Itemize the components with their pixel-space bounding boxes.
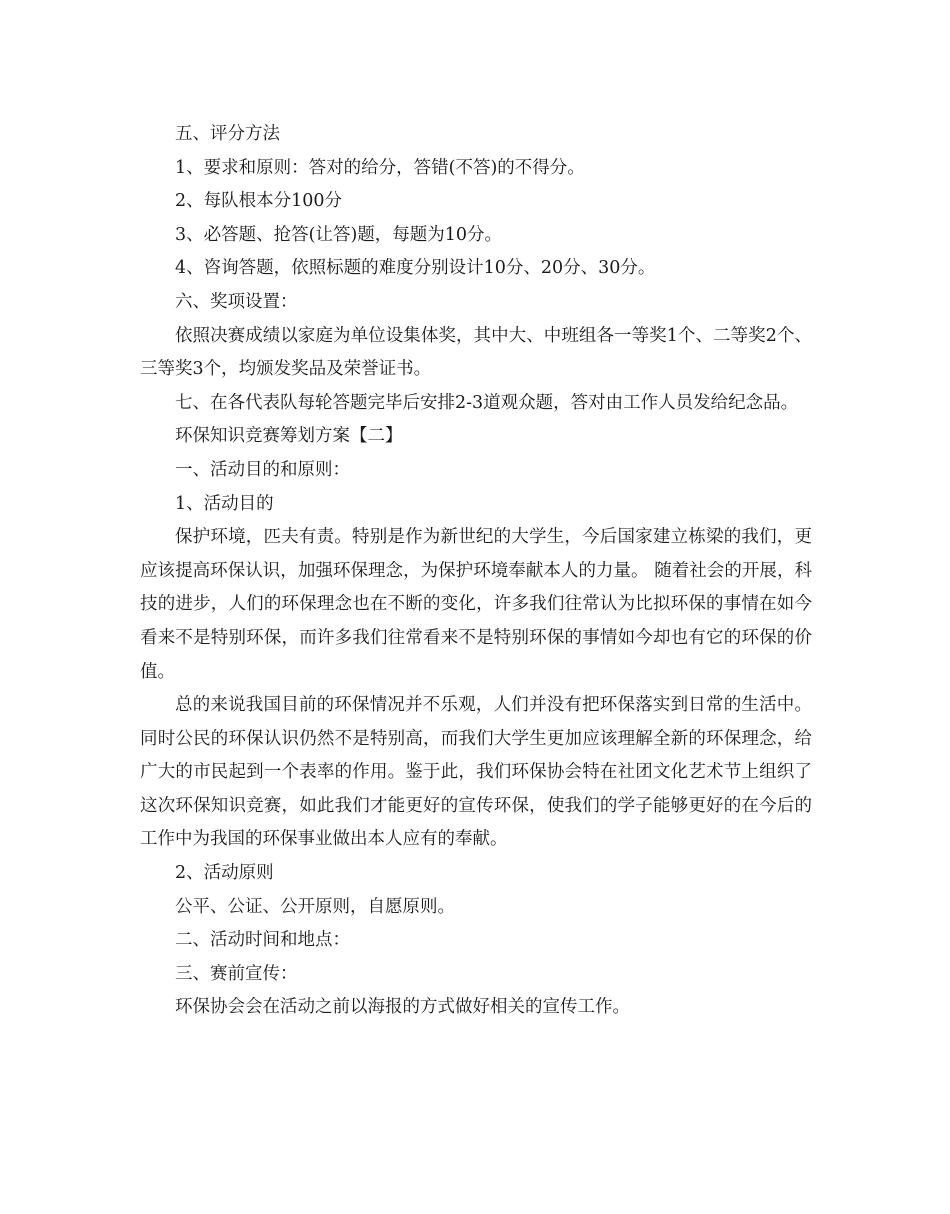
section-heading-awards: 六、奖项设置： (175, 291, 298, 312)
paragraph: 4、咨询答题，依照标题的难度分别设计10分、20分、30分。 (175, 258, 656, 279)
paragraph: 公平、公证、公开原则，自愿原则。 (175, 896, 455, 917)
section-heading-time-place: 二、活动时间和地点： (175, 930, 350, 951)
paragraph: 依照决赛成绩以家庭为单位设集体奖，其中大、中班组各一等奖1个、二等奖2个、三等奖3个，均颁发奖品及荣誉证书。 (140, 325, 812, 380)
paragraph: 2、每队根本分100分 (175, 191, 343, 212)
paragraph: 总的来说我国目前的环保情况并不乐观，人们并没有把环保落实到日常的生活中。同时公民的环保认识仍然不是特别高，而我们大学生更加应该理解全新的环保理念，给广大的市民起到一个表率的作用。鉴于此，我们环保协会特在社团文化艺术节上组织了这次环保知识竞赛，如此我们才能更好的宣传环保，使我们的学子能够更好的在今后的工作中为我国的环保事业做出本人应有的奉献。 (140, 695, 812, 850)
document-body (140, 118, 812, 1025)
section-heading-scoring: 五、评分方法 (175, 124, 280, 144)
paragraph: 保护环境，匹夫有责。特别是作为新世纪的大学生，今后国家建立栋梁的我们，更应该提高环保认识，加强环保理念，为保护环境奉献本人的力量。 随着社会的开展，科技的进步，人们的环保理念也在不断的变化，许多我们往常认为比拟环保的事情在如今看来不是特别环保，而许多我们往常看来不是特别环保的事情如今却也有它的环保的价值。 (140, 527, 812, 682)
document-subtitle: 环保知识竞赛筹划方案【二】 (175, 426, 403, 447)
subheading: 1、活动目的 (175, 493, 274, 514)
section-heading-audience: 七、在各代表队每轮答题完毕后安排2-3道观众题，答对由工作人员发给纪念品。 (175, 392, 799, 413)
section-heading-purpose: 一、活动目的和原则： (175, 459, 350, 480)
paragraph: 环保协会会在活动之前以海报的方式做好相关的宣传工作。 (175, 997, 630, 1018)
paragraph: 3、必答题、抢答(让答)题，每题为10分。 (175, 224, 503, 245)
section-heading-promotion: 三、赛前宣传： (175, 963, 298, 984)
paragraph: 1、要求和原则：答对的给分，答错(不答)的不得分。 (175, 157, 585, 178)
subheading: 2、活动原则 (175, 863, 274, 884)
